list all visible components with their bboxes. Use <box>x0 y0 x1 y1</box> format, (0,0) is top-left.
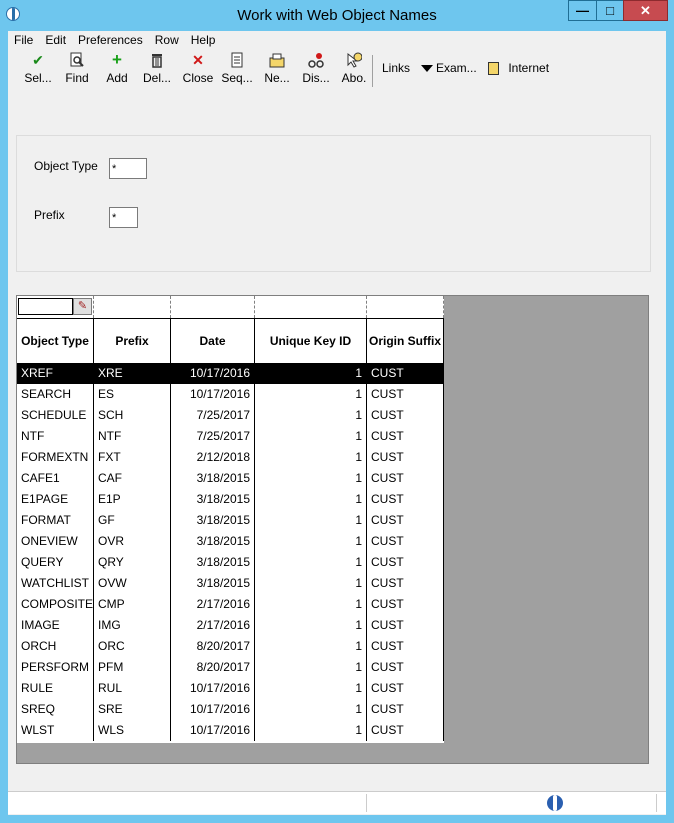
close-label: Close <box>182 71 214 85</box>
cell-unique-key-id: 1 <box>255 699 367 720</box>
table-row[interactable] <box>17 636 444 657</box>
client-area <box>8 31 666 815</box>
results-grid <box>16 295 649 764</box>
object-type-label: Object Type <box>34 159 98 173</box>
cell-prefix: QRY <box>94 552 171 573</box>
cell-unique-key-id: 1 <box>255 468 367 489</box>
cell-origin-suffix: CUST <box>367 384 444 405</box>
table-row[interactable] <box>17 573 444 594</box>
cell-origin-suffix: CUST <box>367 405 444 426</box>
cell-date: 10/17/2016 <box>171 699 255 720</box>
about-icon <box>346 52 362 68</box>
table-row[interactable] <box>17 720 444 741</box>
cell-date: 10/17/2016 <box>171 384 255 405</box>
cell-prefix: E1P <box>94 489 171 510</box>
table-row[interactable] <box>17 594 444 615</box>
menu-edit[interactable]: Edit <box>45 33 67 47</box>
table-row[interactable] <box>17 531 444 552</box>
cell-date: 3/18/2015 <box>171 468 255 489</box>
about-button[interactable] <box>338 52 370 90</box>
examine-button[interactable]: Exam... <box>436 61 477 75</box>
cell-object-type: SCHEDULE <box>17 405 94 426</box>
add-label: Add <box>106 71 128 85</box>
cell-date: 8/20/2017 <box>171 636 255 657</box>
table-row[interactable] <box>17 615 444 636</box>
cell-object-type: XREF <box>17 363 94 384</box>
table-row[interactable] <box>17 657 444 678</box>
cell-origin-suffix: CUST <box>367 426 444 447</box>
table-row[interactable] <box>17 489 444 510</box>
cell-origin-suffix: CUST <box>367 573 444 594</box>
cell-prefix: IMG <box>94 615 171 636</box>
toolbar-separator <box>372 55 373 87</box>
cell-unique-key-id: 1 <box>255 405 367 426</box>
cell-origin-suffix: CUST <box>367 636 444 657</box>
menu-bar <box>8 31 666 49</box>
cell-prefix: PFM <box>94 657 171 678</box>
display-button[interactable] <box>300 52 332 90</box>
trash-icon <box>149 52 165 68</box>
sequence-button[interactable] <box>220 52 254 90</box>
cell-unique-key-id: 1 <box>255 615 367 636</box>
new-button[interactable] <box>262 52 292 90</box>
select-button[interactable] <box>18 52 58 90</box>
cell-object-type: WLST <box>17 720 94 741</box>
delete-button[interactable] <box>140 52 174 90</box>
cell-unique-key-id: 1 <box>255 678 367 699</box>
cell-unique-key-id: 1 <box>255 552 367 573</box>
qbe-input-object-type[interactable] <box>18 298 73 315</box>
cell-origin-suffix: CUST <box>367 531 444 552</box>
cell-unique-key-id: 1 <box>255 384 367 405</box>
cell-date: 7/25/2017 <box>171 405 255 426</box>
cell-origin-suffix: CUST <box>367 720 444 741</box>
cell-object-type: FORMEXTN <box>17 447 94 468</box>
table-row[interactable] <box>17 510 444 531</box>
cell-unique-key-id: 1 <box>255 363 367 384</box>
cell-date: 2/12/2018 <box>171 447 255 468</box>
cell-prefix: GF <box>94 510 171 531</box>
internet-label: Internet <box>508 61 550 75</box>
object-type-input[interactable] <box>109 158 147 179</box>
display-icon <box>308 52 324 68</box>
table-row[interactable] <box>17 384 444 405</box>
delete-label: Del... <box>142 71 171 85</box>
table-row[interactable] <box>17 552 444 573</box>
cell-date: 3/18/2015 <box>171 552 255 573</box>
title-bar[interactable] <box>0 0 674 31</box>
table-row[interactable] <box>17 426 444 447</box>
cell-unique-key-id: 1 <box>255 447 367 468</box>
toolbar <box>8 51 666 91</box>
cell-origin-suffix: CUST <box>367 678 444 699</box>
table-row[interactable] <box>17 699 444 720</box>
internet-icon <box>488 62 499 75</box>
cell-origin-suffix: CUST <box>367 510 444 531</box>
cell-origin-suffix: CUST <box>367 552 444 573</box>
prefix-label: Prefix <box>34 208 65 222</box>
header-origin-suffix[interactable]: Origin Suffix <box>367 319 444 363</box>
cell-date: 3/18/2015 <box>171 489 255 510</box>
cell-unique-key-id: 1 <box>255 573 367 594</box>
cell-unique-key-id: 1 <box>255 720 367 741</box>
cell-unique-key-id: 1 <box>255 426 367 447</box>
new-icon <box>269 52 285 68</box>
status-separator <box>366 794 367 812</box>
cell-origin-suffix: CUST <box>367 657 444 678</box>
cell-prefix: SRE <box>94 699 171 720</box>
cell-object-type: RULE <box>17 678 94 699</box>
find-label: Find <box>65 71 89 85</box>
cell-object-type: WATCHLIST <box>17 573 94 594</box>
cell-unique-key-id: 1 <box>255 657 367 678</box>
cell-prefix: OVR <box>94 531 171 552</box>
x-icon: ✕ <box>192 52 204 68</box>
cell-date: 2/17/2016 <box>171 615 255 636</box>
header-prefix[interactable]: Prefix <box>94 319 171 363</box>
links-label: Links <box>382 61 411 75</box>
qbe-cell-unique-key[interactable] <box>255 296 367 318</box>
cell-object-type: CAFE1 <box>17 468 94 489</box>
cell-date: 10/17/2016 <box>171 720 255 741</box>
cell-origin-suffix: CUST <box>367 447 444 468</box>
dropdown-arrow-icon <box>421 65 433 72</box>
menu-preferences[interactable]: Preferences <box>78 33 143 47</box>
cell-object-type: NTF <box>17 426 94 447</box>
cell-unique-key-id: 1 <box>255 531 367 552</box>
cell-object-type: COMPOSITE <box>17 594 94 615</box>
qbe-cell-prefix[interactable] <box>94 296 171 318</box>
cell-prefix: SCH <box>94 405 171 426</box>
cell-date: 3/18/2015 <box>171 510 255 531</box>
globe-icon <box>547 795 563 811</box>
select-label: Sel... <box>24 71 52 85</box>
add-button[interactable] <box>102 52 132 90</box>
menu-row[interactable]: Row <box>154 33 179 47</box>
sequence-label: Seq... <box>221 71 253 85</box>
table-row[interactable] <box>17 405 444 426</box>
menu-file[interactable]: File <box>14 33 34 47</box>
maximize-button[interactable]: □ <box>596 0 623 21</box>
cell-prefix: FXT <box>94 447 171 468</box>
cell-prefix: WLS <box>94 720 171 741</box>
cell-object-type: FORMAT <box>17 510 94 531</box>
minimize-button[interactable]: — <box>568 0 596 21</box>
cell-date: 10/17/2016 <box>171 363 255 384</box>
qbe-clear-icon[interactable]: ✎ <box>73 298 92 315</box>
cell-origin-suffix: CUST <box>367 699 444 720</box>
qbe-cell-object-type <box>17 296 94 318</box>
cell-object-type: ORCH <box>17 636 94 657</box>
checkmark-icon: ✔ <box>32 52 44 68</box>
close-window-button[interactable]: ✕ <box>623 0 668 21</box>
cell-object-type: E1PAGE <box>17 489 94 510</box>
plus-icon: + <box>112 50 122 69</box>
cell-prefix: RUL <box>94 678 171 699</box>
cell-object-type: IMAGE <box>17 615 94 636</box>
cell-date: 3/18/2015 <box>171 531 255 552</box>
status-separator-end <box>656 794 657 812</box>
grid-header <box>17 319 444 364</box>
cell-unique-key-id: 1 <box>255 594 367 615</box>
filter-panel <box>16 135 651 272</box>
header-date[interactable]: Date <box>171 319 255 363</box>
cell-date: 10/17/2016 <box>171 678 255 699</box>
cell-prefix: CAF <box>94 468 171 489</box>
status-bar <box>8 791 666 814</box>
cell-date: 7/25/2017 <box>171 426 255 447</box>
table-row[interactable] <box>17 363 444 384</box>
cell-prefix: CMP <box>94 594 171 615</box>
window-title: Work with Web Object Names <box>237 7 437 24</box>
cell-date: 3/18/2015 <box>171 573 255 594</box>
cell-origin-suffix: CUST <box>367 489 444 510</box>
cell-prefix: OVW <box>94 573 171 594</box>
grid-body <box>17 363 444 743</box>
cell-date: 8/20/2017 <box>171 657 255 678</box>
cell-origin-suffix: CUST <box>367 594 444 615</box>
qbe-cell-origin-suffix[interactable] <box>367 296 444 318</box>
new-label: Ne... <box>264 71 290 85</box>
qbe-row <box>17 296 444 319</box>
links-dropdown[interactable] <box>382 61 433 75</box>
cell-prefix: NTF <box>94 426 171 447</box>
header-unique-key-id[interactable]: Unique Key ID <box>255 319 367 363</box>
close-button[interactable] <box>180 52 216 90</box>
prefix-input[interactable] <box>109 207 138 228</box>
table-row[interactable] <box>17 468 444 489</box>
cell-object-type: SEARCH <box>17 384 94 405</box>
display-label: Dis... <box>302 71 330 85</box>
about-label: Abo. <box>341 71 367 85</box>
table-row[interactable] <box>17 678 444 699</box>
cell-prefix: ORC <box>94 636 171 657</box>
cell-unique-key-id: 1 <box>255 489 367 510</box>
qbe-cell-date[interactable] <box>171 296 255 318</box>
header-object-type[interactable]: Object Type <box>17 319 94 363</box>
cell-origin-suffix: CUST <box>367 363 444 384</box>
cell-unique-key-id: 1 <box>255 636 367 657</box>
cell-object-type: ONEVIEW <box>17 531 94 552</box>
cell-origin-suffix: CUST <box>367 468 444 489</box>
cell-prefix: ES <box>94 384 171 405</box>
magnifier-icon <box>69 52 85 68</box>
cell-object-type: PERSFORM <box>17 657 94 678</box>
cell-object-type: QUERY <box>17 552 94 573</box>
table-row[interactable] <box>17 447 444 468</box>
menu-help[interactable]: Help <box>190 33 216 47</box>
cell-unique-key-id: 1 <box>255 510 367 531</box>
internet-button[interactable] <box>488 61 549 75</box>
cell-object-type: SREQ <box>17 699 94 720</box>
sequence-icon <box>229 52 245 68</box>
cell-origin-suffix: CUST <box>367 615 444 636</box>
find-button[interactable] <box>60 52 94 90</box>
cell-date: 2/17/2016 <box>171 594 255 615</box>
cell-prefix: XRE <box>94 363 171 384</box>
